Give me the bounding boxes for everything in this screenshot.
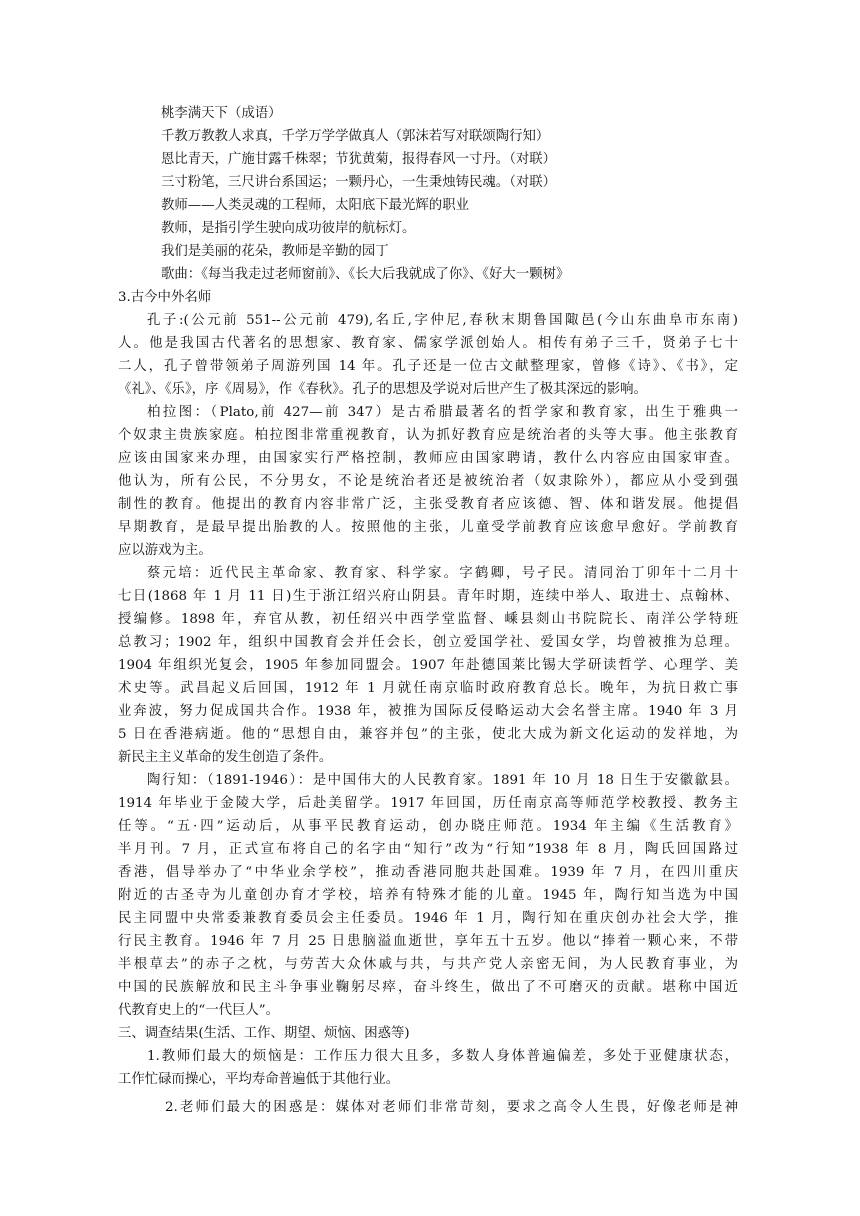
paragraph-line: 半根草去”的赤子之枕，与劳苦大众休戚与共，与共产党人亲密无间，为人民教育事业，为 — [118, 957, 738, 972]
paragraph-line: 《礼》、《乐》，序《周易》，作《春秋》。孔子的思想及学说对后世产生了极其深远的影响。 — [118, 382, 647, 397]
paragraph-line: 1914 年毕业于金陵大学，后赴美留学。1917 年回国，历任南京高等师范学校教授、教务主 — [118, 796, 738, 811]
paragraph-line: 5 日在香港病逝。他的“思想自由，兼容并包”的主张，使北大成为新文化运动的发祥地，为 — [118, 727, 738, 742]
paragraph-line: 孔子:(公元前 551--公元前 479),名丘,字仲尼,春秋末期鲁国陬邑(今山东曲阜市东南) — [147, 313, 738, 328]
quote-line: 教师，是指引学生驶向成功彼岸的航标灯。 — [161, 221, 416, 236]
quote-line: 三寸粉笔，三尺讲台系国运；一颗丹心，一生秉烛铸民魂。（对联） — [161, 175, 557, 190]
section-heading: 三、调查结果(生活、工作、期望、烦恼、困惑等) — [118, 1026, 410, 1041]
paragraph-line: 他认为，所有公民，不分男女，不论是统治者还是被统治者（奴隶除外），都应从小受到强 — [118, 474, 738, 489]
paragraph-line: 附近的古圣寺为儿童创办育才学校，培养有特殊才能的儿童。1945 年，陶行知当选为中国 — [118, 888, 738, 903]
paragraph-line: 新民主主义革命的发生创造了条件。 — [118, 750, 333, 765]
paragraph-line: 二人，孔子曾带领弟子周游列国 14 年。孔子还是一位古文献整理家，曾修《诗》、《书》，定 — [118, 359, 738, 374]
paragraph-line: 陶行知：（1891-1946）：是中国伟大的人民教育家。1891 年 10 月 18 日生于安徽歙县。 — [147, 773, 738, 788]
quote-line: 教师——人类灵魂的工程师，太阳底下最光辉的职业 — [161, 198, 469, 213]
paragraph-line: 民主同盟中央常委兼教育委员会主任委员。1946 年 1 月，陶行知在重庆创办社会大学，推 — [118, 911, 738, 926]
paragraph-line: 术史等。武昌起义后回国，1912 年 1 月就任南京临时政府教育总长。晚年，为抗日救亡事 — [118, 681, 738, 696]
paragraph-line: 行民主教育。1946 年 7 月 25 日患脑溢血逝世，享年五十五岁。他以“捧着一颗心来，不带 — [118, 934, 738, 949]
paragraph-line: 总教习；1902 年，组织中国教育会并任会长，创立爱国学社、爱国女学，均曾被推为总理。 — [118, 635, 738, 650]
paragraph-line: 1.教师们最大的烦恼是：工作压力很大且多，多数人身体普遍偏差，多处于亚健康状态， — [147, 1049, 738, 1064]
paragraph-line: 香港，倡导举办了“中华业余学校”，推动香港同胞共赴国难。1939 年 7 月，在四川重庆 — [118, 865, 738, 880]
paragraph-line: 中国的民族解放和民主斗争事业鞠躬尽瘁，奋斗终生，做出了不可磨灭的贡献。堪称中国近 — [118, 980, 738, 995]
paragraph-line: 任等。“五·四”运动后，从事平民教育运动，创办晓庄师范。1934 年主编《生活教育》 — [118, 819, 738, 834]
paragraph-line: 工作忙碌而操心，平均寿命普遍低于其他行业。 — [118, 1072, 400, 1087]
paragraph-line: 授编修。1898 年，弃官从教，初任绍兴中西学堂监督、嵊县剡山书院院长、南洋公学特班 — [118, 612, 738, 627]
paragraph-line: 七日(1868 年 1 月 11 日)生于浙江绍兴府山阴县。青年时期，连续中举人、取进士、点翰林、 — [118, 589, 738, 604]
section-heading: 3.古今中外名师 — [118, 290, 212, 305]
paragraph-line: 应以游戏为主。 — [118, 543, 212, 558]
paragraph-line: 2.老师们最大的困惑是：媒体对老师们非常苛刻，要求之高令人生畏，好像老师是神 — [165, 1100, 738, 1115]
quote-line: 歌曲：《每当我走过老师窗前》、《长大后我就成了你》、《好大一颗树》 — [161, 267, 570, 282]
paragraph-line: 柏拉图：（Plato,前 427—前 347）是古希腊最著名的哲学家和教育家，出生于雅典一 — [147, 405, 738, 420]
paragraph-line: 蔡元培：近代民主革命家、教育家、科学家。字鹤卿，号孑民。清同治丁卯年十二月十 — [147, 566, 738, 581]
paragraph-line: 早期教育，是最早提出胎教的人。按照他的主张，儿童受学前教育应该愈早愈好。学前教育 — [118, 520, 738, 535]
paragraph-line: 个奴隶主贵族家庭。柏拉图非常重视教育，认为抓好教育应是统治者的头等大事。他主张教育 — [118, 428, 738, 443]
paragraph-line: 半月刊。7 月，正式宣布将自己的名字由“知行”改为“行知”1938 年 8 月，陶氏回国路过 — [118, 842, 738, 857]
quote-line: 千教万教教人求真，千学万学学做真人（郭沫若写对联颂陶行知） — [161, 129, 550, 144]
paragraph-line: 代教育史上的“一代巨人”。 — [118, 1003, 279, 1018]
quote-line: 桃李满天下（成语） — [161, 106, 282, 121]
paragraph-line: 应该由国家来办理，由国家实行严格控制，教师应由国家聘请，教什么内容应由国家审查。 — [118, 451, 738, 466]
quote-line: 恩比青天，广施甘露千株翠；节犹黄菊，报得春风一寸丹。（对联） — [161, 152, 557, 167]
paragraph-line: 1904 年组织光复会，1905 年参加同盟会。1907 年赴德国莱比锡大学研读哲学、心理学、美 — [118, 658, 738, 673]
paragraph-line: 人。他是我国古代著名的思想家、教育家、儒家学派创始人。相传有弟子三千，贤弟子七十 — [118, 336, 738, 351]
paragraph-line: 业奔波，努力促成国共合作。1938 年，被推为国际反侵略运动大会名誉主席。1940 年 3 月 — [118, 704, 738, 719]
paragraph-line: 制性的教育。他提出的教育内容非常广泛，主张受教育者应该德、智、体和谐发展。他提倡 — [118, 497, 738, 512]
quote-line: 我们是美丽的花朵，教师是辛勤的园丁 — [161, 244, 389, 259]
